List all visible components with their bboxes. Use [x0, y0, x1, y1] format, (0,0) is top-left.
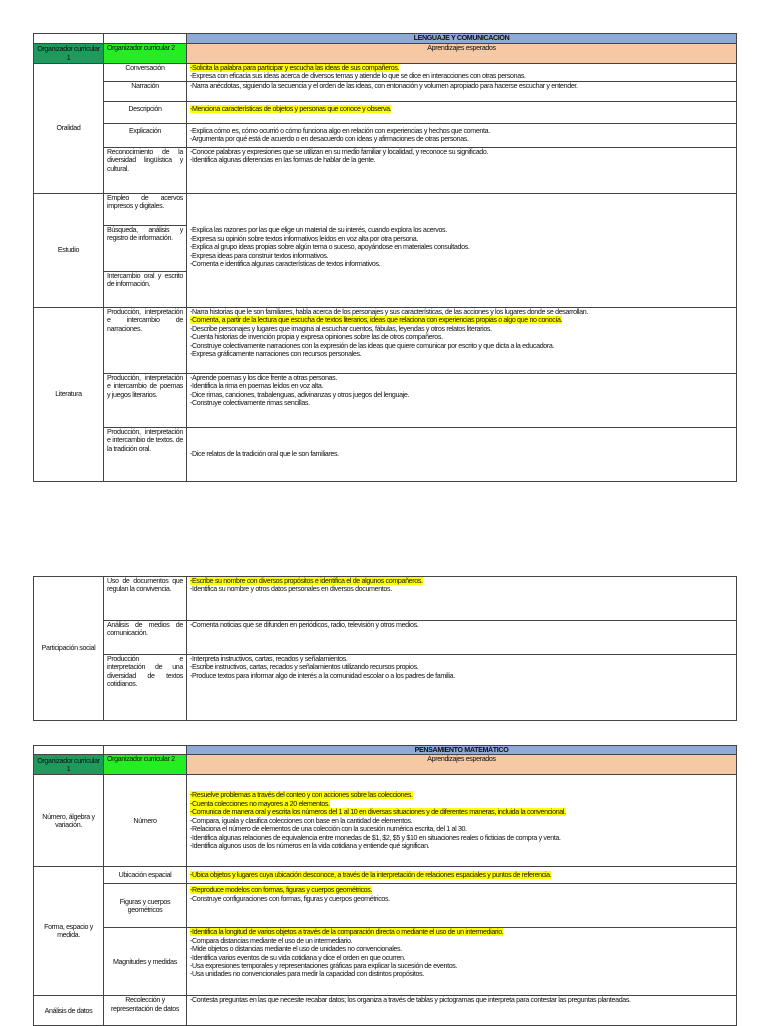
ae-line: -Conoce palabras y expresiones que se utilizan en su medio familiar y localidad, y reconoce su significado. [190, 148, 489, 156]
ae-line: -Dice relatos de la tradición oral que le son familiares. [190, 450, 339, 459]
header-org2: Organizador curricular 2 [104, 44, 187, 64]
ae-line: -Relaciona el número de elementos de una colección con la sucesión numérica escrita, del 1 al 30. [190, 825, 467, 834]
sub-analisis-medios: Análisis de medios de comunicación. [104, 621, 187, 655]
ae-line: -Argumenta por qué está de acuerdo o en desacuerdo con ideas y afirmaciones de otras personas. [190, 135, 469, 144]
ae-line: -Explica las razones por las que elige un material de su interés, cuando explora los acervos. [190, 226, 447, 235]
participacion-table [33, 576, 737, 721]
ae-line: -Identifica algunas relaciones de equivalencia entre monedas de $1, $2, $5 y $10 en situaciones reales o ficticias de compra y venta. [190, 833, 561, 842]
ae-line: -Comenta e identifica algunas características de textos informativos. [190, 260, 381, 269]
ae-line: -Aprende poemas y los dice frente a otras personas. [190, 374, 337, 382]
org-estudio: Estudio [34, 194, 104, 308]
header-aprendizajes: Aprendizajes esperados [187, 44, 737, 64]
ae-literatura-narr [187, 308, 737, 374]
ae-line: -Menciona características de objetos y personas que conoce y observa. [190, 105, 392, 113]
ae-narracion [187, 82, 737, 102]
org-analisis-datos: Análisis de datos [34, 996, 104, 1026]
sub-prod-tradicion: Producción, interpretación e intercambio de textos. de la tradición oral. [104, 428, 187, 482]
header-aprendizajes: Aprendizajes esperados [187, 755, 737, 775]
ae-line: -Dice rimas, canciones, trabalenguas, adivinanzas y otros juegos del lenguaje. [190, 390, 410, 399]
matematico-table [33, 745, 737, 1026]
ae-estudio [187, 194, 737, 308]
sub-narracion: Narración [104, 82, 187, 102]
sub-busqueda: Búsqueda, análisis y registro de información. [104, 226, 187, 272]
sub-prod-poemas: Producción, interpretación e intercambio de poemas y juegos literarios. [104, 374, 187, 428]
sub-prod-narraciones: Producción, interpretación e intercambio de narraciones. [104, 308, 187, 374]
ae-line: -Cuenta colecciones no mayores a 20 elementos. [190, 799, 330, 808]
ae-line: -Mide objetos o distancias mediante el uso de unidades no convencionales. [190, 945, 402, 954]
sub-descripcion: Descripción [104, 102, 187, 124]
ae-line: -Explica al grupo ideas propias sobre algún tema o suceso, apoyándose en materiales consultados. [190, 243, 470, 252]
ae-line: -Escribe instructivos, cartas, recados y señalamientos utilizando recursos propios. [190, 663, 419, 672]
ae-line: -Compara, iguala y clasifica colecciones con base en la cantidad de elementos. [190, 816, 413, 825]
lenguaje-title: LENGUAJE Y COMUNICACIÓN [187, 34, 737, 44]
ae-line: -Resuelve problemas a través del conteo y con acciones sobre las colecciones. [190, 791, 413, 800]
sub-numero: Número [104, 775, 187, 867]
ae-analisis-medios [187, 621, 737, 655]
sub-magnitudes: Magnitudes y medidas [104, 928, 187, 996]
ae-line: -Explica cómo es, cómo ocurrió o cómo funciona algo en relación con experiencias y hechos que comenta. [190, 127, 490, 135]
ae-literatura-tradicion [187, 428, 737, 482]
ae-line: -Identifica su nombre y otros datos personales en diversos documentos. [190, 585, 392, 594]
ae-line: -Usa unidades no convencionales para medir la capacidad con distintos propósitos. [190, 970, 424, 979]
ae-line: -Expresa con eficacia sus ideas acerca de diversos temas y atiende lo que se dice en interacciones con otras personas. [190, 72, 526, 81]
ae-literatura-poemas [187, 374, 737, 428]
ae-descripcion [187, 102, 737, 124]
ae-line: -Describe personajes y lugares que imagina al escuchar cuentos, fábulas, leyendas y otros relatos literarios. [190, 324, 492, 333]
header-org1: Organizador curricular 1 [34, 44, 104, 64]
sub-produccion-textos: Producción e interpretación de una diversidad de textos cotidianos. [104, 655, 187, 721]
sub-recoleccion: Recolección y representación de datos [104, 996, 187, 1026]
ae-line: -Identifica la rima en poemas leídos en voz alta. [190, 382, 324, 391]
sub-reconocimiento: Reconocimiento de la diversidad lingüística y cultural. [104, 148, 187, 194]
ae-line: -Cuenta historias de invención propia y expresa opiniones sobre las de otros compañeros. [190, 333, 443, 342]
sub-intercambio: Intercambio oral y escrito de información. [104, 272, 187, 308]
matematico-title: PENSAMIENTO MATEMÁTICO [187, 746, 737, 755]
ae-line: -Construye colectivamente rimas sencillas. [190, 399, 310, 408]
org-participacion-social: Participación social [34, 577, 104, 721]
ae-ubicacion [187, 867, 737, 884]
ae-line: -Narra anécdotas, siguiendo la secuencia y el orden de las ideas, con entonación y volumen apropiado para hacerse escuchar y entender. [190, 82, 578, 90]
ae-line: -Construye colectivamente narraciones con la expresión de las ideas que quiere comunicar por escrito y que dicta a la educadora. [190, 341, 555, 350]
ae-line: -Comenta, a partir de la lectura que escucha de textos literarios, ideas que relaciona con experiencias propias o algo que no conocía. [190, 316, 563, 325]
ae-reconocimiento [187, 148, 737, 194]
sub-conversacion: Conversación [104, 64, 187, 82]
ae-line: -Reproduce modelos con formas, figuras y cuerpos geométricos. [190, 886, 373, 895]
ae-line: -Identifica varios eventos de su vida cotidiana y dice el orden en que ocurren. [190, 953, 406, 962]
ae-figuras [187, 884, 737, 928]
lenguaje-table [33, 33, 737, 482]
ae-conversacion [187, 64, 737, 82]
ae-line: -Contesta preguntas en las que necesite recabar datos; los organiza a través de tablas y pictogramas que interpreta para contestar las [190, 996, 567, 1005]
sub-ubicacion: Ubicación espacial [104, 867, 187, 884]
ae-magnitudes [187, 928, 737, 996]
sub-explicacion: Explicación [104, 124, 187, 148]
header-org1: Organizador curricular 1 [34, 755, 104, 775]
ae-line: -Comunica de manera oral y escrita los números del 1 al 10 en diversas situaciones y de diferentes maneras, incluida la convencional. [190, 808, 566, 817]
ae-line: -Comenta noticias que se difunden en periódicos, radio, televisión y otros medios. [190, 621, 419, 629]
ae-line: -Expresa gráficamente narraciones con recursos personales. [190, 350, 362, 359]
ae-produccion-textos [187, 655, 737, 721]
sub-uso-documentos: Uso de documentos que regulan la convivencia. [104, 577, 187, 621]
ae-line: -Expresa ideas para construir textos informativos. [190, 251, 329, 260]
sub-figuras: Figuras y cuerpos geométricos [104, 884, 187, 928]
ae-uso-documentos [187, 577, 737, 621]
org-forma-espacio: Forma, espacio y medida. [34, 867, 104, 996]
org-oralidad: Oralidad [34, 64, 104, 194]
ae-line: -Interpreta instructivos, cartas, recados y señalamientos. [190, 655, 348, 663]
sub-empleo-acervos: Empleo de acervos impresos y digitales. [104, 194, 187, 226]
ae-line: -Construye configuraciones con formas, figuras y cuerpos geométricos. [190, 894, 390, 903]
ae-recoleccion [187, 996, 737, 1026]
header-org2: Organizador curricular 2 [104, 755, 187, 775]
ae-line: -Produce textos para informar algo de interés a la comunidad escolar o a los padres de familia. [190, 671, 455, 680]
org-numero-algebra: Número, álgebra y variación. [34, 775, 104, 867]
ae-line: -Compara distancias mediante el uso de un intermediario. [190, 936, 353, 945]
ae-explicacion [187, 124, 737, 148]
ae-line: -Identifica algunas diferencias en las formas de hablar de la gente. [190, 156, 376, 165]
ae-line: -Usa expresiones temporales y representaciones gráficas para explicar la sucesión de eventos. [190, 962, 458, 971]
ae-line: -Expresa su opinión sobre textos informativos leídos en voz alta por otra persona. [190, 234, 418, 243]
ae-line: -Narra historias que le son familiares, habla acerca de los personajes y sus características, de las acciones y los lugares donde se desarrollan. [190, 308, 588, 316]
ae-line: -Solicita la palabra para participar y escucha las ideas de sus compañeros. [190, 64, 400, 72]
ae-line: -Identifica la longitud de varios objetos a través de la comparación directa o mediante el uso de un intermediario. [190, 928, 504, 937]
ae-line: -Identifica algunos usos de los números en la vida cotidiana y entiende qué significan. [190, 841, 430, 850]
ae-line: preguntas planteadas. [567, 996, 631, 1005]
ae-numero [187, 775, 737, 867]
ae-line: -Escribe su nombre con diversos propósitos e identifica el de algunos compañeros. [190, 577, 423, 585]
org-literatura: Literatura [34, 308, 104, 482]
ae-line: -Ubica objetos y lugares cuya ubicación desconoce, a través de la interpretación de relaciones espaciales y puntos de referencia. [190, 871, 552, 880]
